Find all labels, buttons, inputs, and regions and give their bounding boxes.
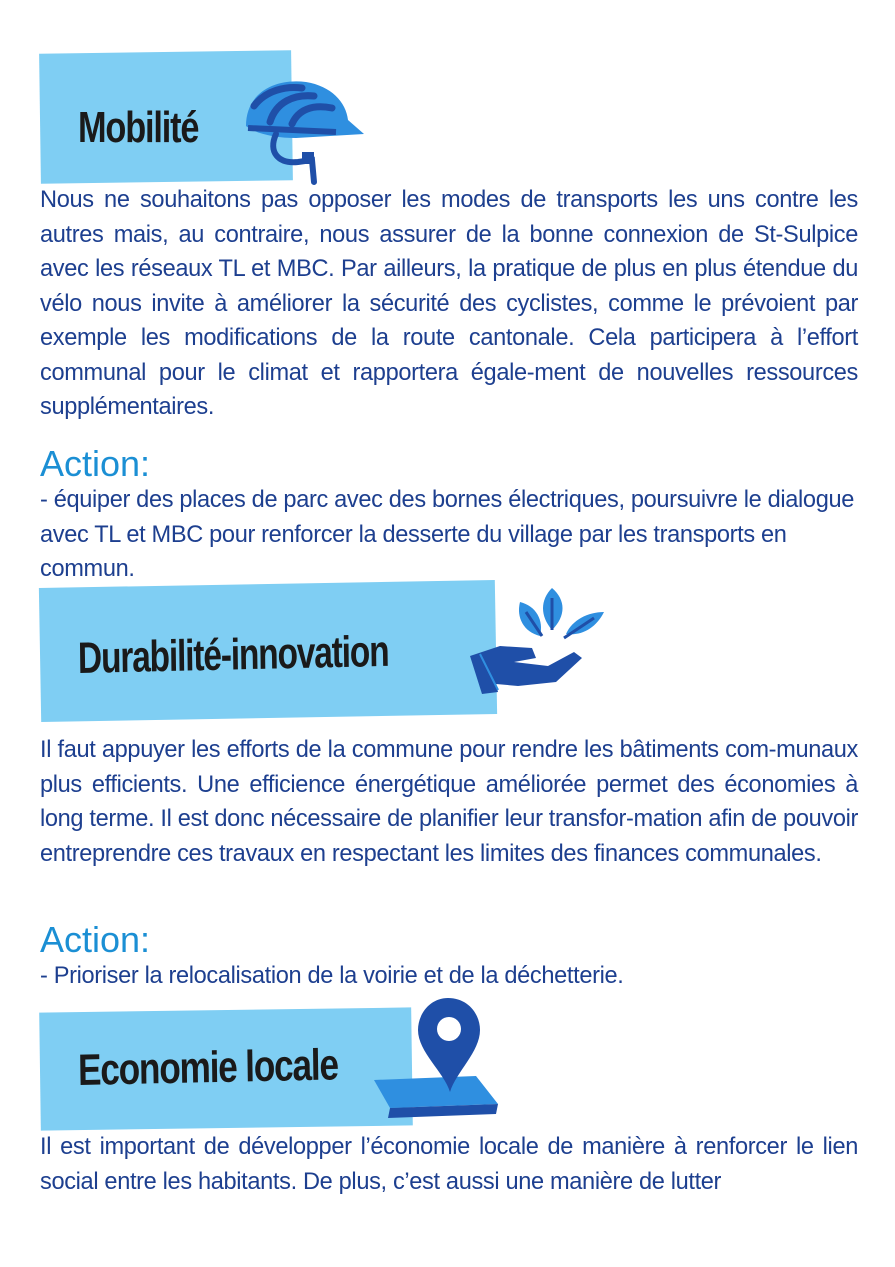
- section-title-mobilite: Mobilité: [78, 103, 199, 152]
- section-body-durabilite: [40, 733, 858, 871]
- body-paragraph: Nous ne souhaitons pas opposer les modes de transports les uns contre les autres mais, au contraire, nous assurer de la bonne connexion de St-Sulpice avec les réseaux TL et MBC. Par ailleurs, la pratique de plus en plus étendue du vélo nous invite à améliorer la sécurité des cyclistes, comme le prévoient par exemple les modifications de la route cantonale. Cela participera à l’effort communal pour le climat et rapportera égale-ment de nouvelles ressources supplémentaires.: [40, 187, 858, 420]
- section-body-economie: [40, 1130, 858, 1199]
- section-title-durabilite: Durabilité-innovation: [77, 626, 389, 683]
- hand-with-leaves-icon: [470, 586, 610, 694]
- action-text-durabilite: - Prioriser la relocalisation de la voirie et de la déchetterie.: [40, 963, 624, 989]
- body-paragraph: Il faut appuyer les efforts de la commune pour rendre les bâtiments com-munaux plus efficients. Une efficience énergétique améliorée permet des économies à long terme. Il est donc nécessaire de planifier leur transfor-mation afin de pouvoir entreprendre ces travaux en respectant les limites des finances communales.: [40, 737, 858, 867]
- action-text-mobilite: - équiper des places de parc avec des bornes électriques, poursuivre le dialogue avec TL et MBC pour renforcer la desserte du village par les transports en commun.: [40, 487, 855, 582]
- action-label-mobilite: Action:: [40, 443, 151, 484]
- action-label-durabilite: Action:: [40, 919, 151, 960]
- section-body-mobilite: [40, 183, 858, 425]
- body-paragraph: Il est important de développer l’économie locale de manière à renforcer le lien social entre les habitants. De plus, c’est aussi une manière de lutter: [40, 1134, 858, 1195]
- map-pin-icon: [368, 996, 502, 1126]
- bike-helmet-icon: [236, 62, 370, 187]
- section-title-economie: Economie locale: [77, 1040, 339, 1095]
